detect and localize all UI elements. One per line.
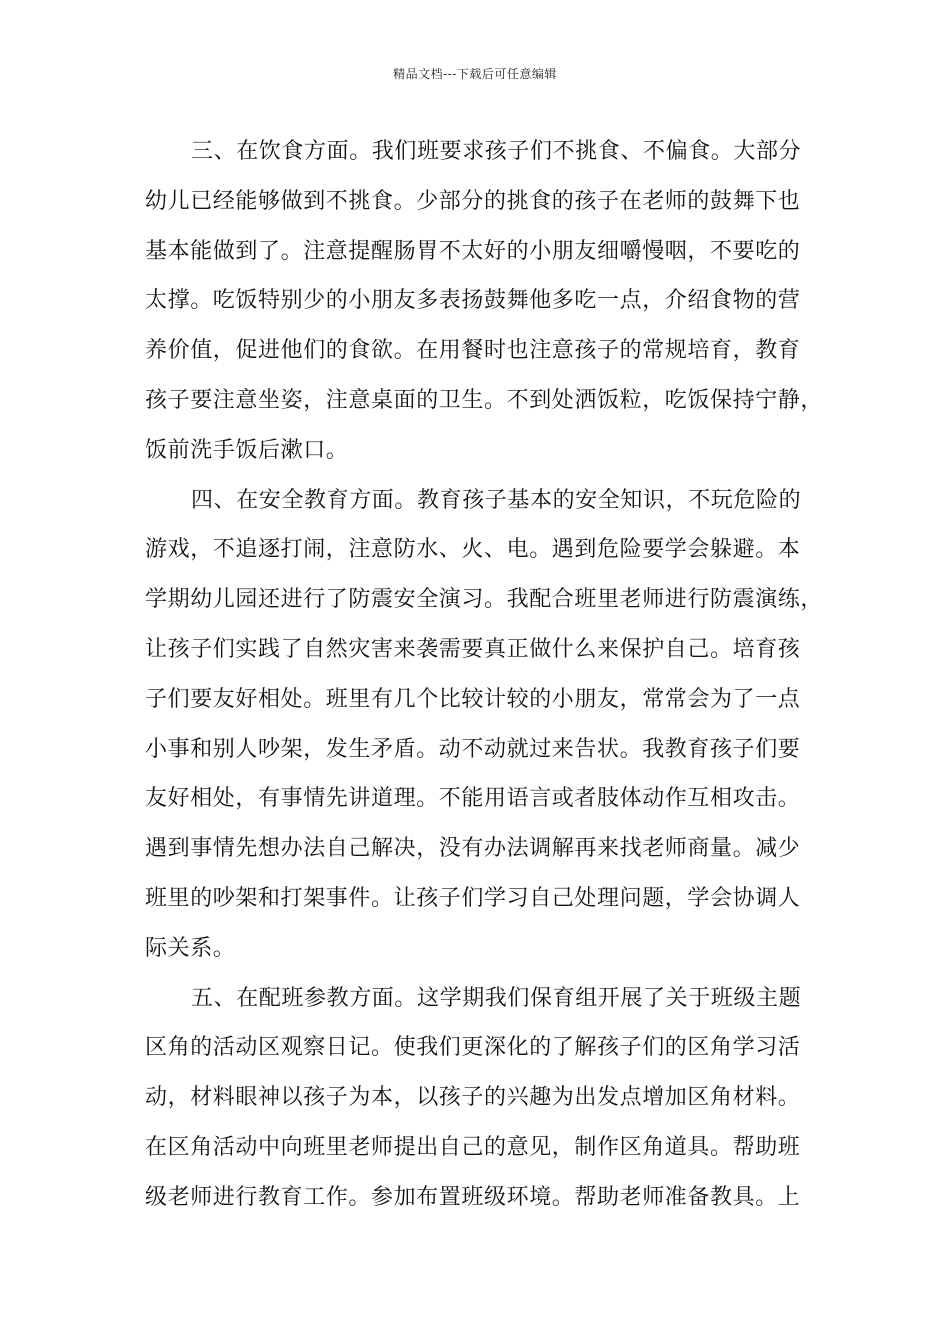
text-line: 四、在安全教育方面。教育孩子基本的安全知识，不玩危险的 xyxy=(191,487,802,513)
text-line: 在区角活动中向班里老师提出自己的意见，制作区角道具。帮助班 xyxy=(145,1134,801,1160)
text-line: 养价值，促进他们的食欲。在用餐时也注意孩子的常规培育，教育 xyxy=(145,338,801,364)
page-header: 精品文档---下载后可任意编辑 xyxy=(393,67,557,81)
text-line: 班里的吵架和打架事件。让孩子们学习自己处理问题，学会协调人 xyxy=(145,885,801,911)
text-line: 饭前洗手饭后漱口。 xyxy=(145,437,349,463)
paragraph-teaching xyxy=(145,978,810,1227)
text-line: 游戏，不追逐打闹，注意防水、火、电。遇到危险要学会躲避。本 xyxy=(145,537,801,563)
text-line: 小事和别人吵架，发生矛盾。动不动就过来告状。我教育孩子们要 xyxy=(145,736,801,762)
text-line: 让孩子们实践了自然灾害来袭需要真正做什么来保护自己。培育孩 xyxy=(145,636,801,662)
text-line: 友好相处，有事情先讲道理。不能用语言或者肢体动作互相攻击。 xyxy=(145,786,801,812)
text-line: 孩子要注意坐姿，注意桌面的卫生。不到处洒饭粒，吃饭保持宁静， xyxy=(145,387,824,413)
document-body xyxy=(145,131,824,1227)
text-line: 太撑。吃饭特别少的小朋友多表扬鼓舞他多吃一点，介绍食物的营 xyxy=(145,288,801,314)
text-line: 子们要友好相处。班里有几个比较计较的小朋友，常常会为了一点 xyxy=(145,686,801,712)
text-line: 遇到事情先想办法自己解决，没有办法调解再来找老师商量。减少 xyxy=(145,836,801,862)
text-line: 学期幼儿园还进行了防震安全演习。我配合班里老师进行防震演练， xyxy=(145,587,824,613)
text-line: 区角的活动区观察日记。使我们更深化的了解孩子们的区角学习活 xyxy=(145,1035,801,1061)
text-line: 动，材料眼神以孩子为本，以孩子的兴趣为出发点增加区角材料。 xyxy=(145,1085,801,1111)
paragraph-safety xyxy=(145,480,824,978)
text-line: 五、在配班参教方面。这学期我们保育组开展了关于班级主题 xyxy=(191,985,802,1011)
text-line: 三、在饮食方面。我们班要求孩子们不挑食、不偏食。大部分 xyxy=(191,139,802,164)
text-line: 际关系。 xyxy=(145,935,236,961)
text-line: 幼儿已经能够做到不挑食。少部分的挑食的孩子在老师的鼓舞下也 xyxy=(145,188,801,214)
text-line: 级老师进行教育工作。参加布置班级环境。帮助老师准备教具。上 xyxy=(145,1184,801,1210)
text-line: 基本能做到了。注意提醒肠胃不太好的小朋友细嚼慢咽，不要吃的 xyxy=(145,238,801,264)
paragraph-diet xyxy=(145,131,824,480)
